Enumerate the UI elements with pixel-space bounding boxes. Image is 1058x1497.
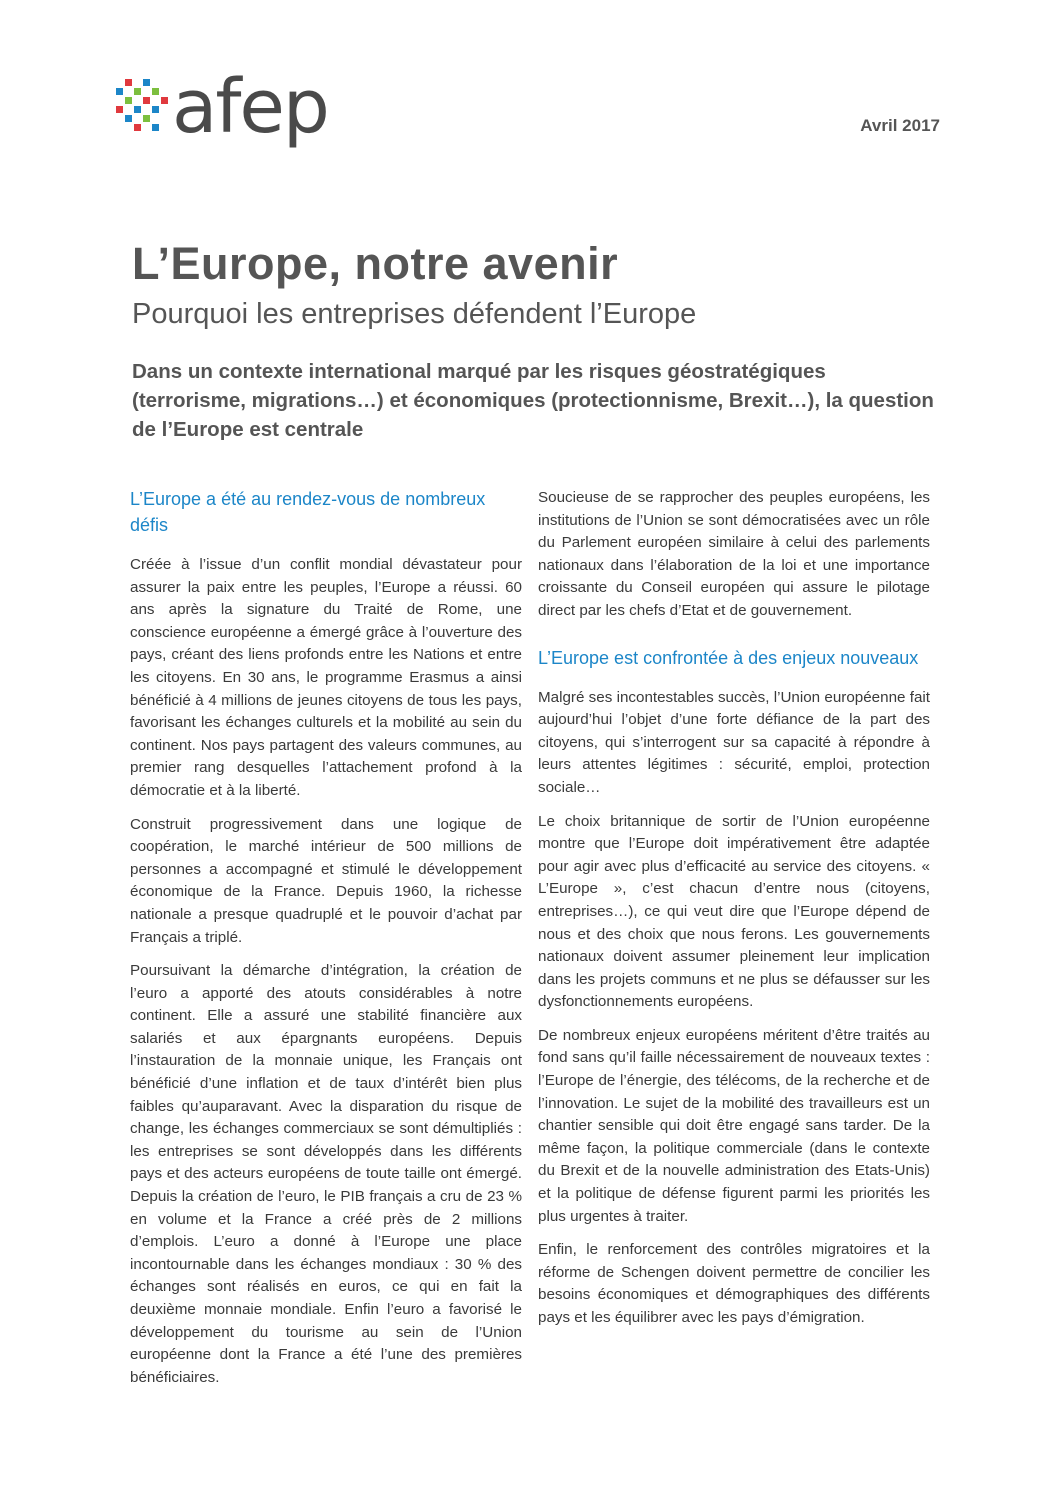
paragraph: Construit progressivement dans une logique de coopération, le marché intérieur de 500 millions de personnes a accompagné et stimulé le développement économique de la France. Depuis 1960, la richesse nationale a presque quadruplé et le pouvoir d’achat par Français a triplé. [130,815,522,946]
intro-text: Dans un contexte international marqué par les risques géostratégiques (terrorisme, migrations…) et économiques (protectionnisme, Brexit…), la question de l’Europe est centrale [132,360,934,441]
logo-mosaic-icon [116,70,176,140]
logo-wordmark: afep [172,64,328,150]
paragraph: Malgré ses incontestables succès, l’Union européenne fait aujourd’hui l’objet d’une forte défiance de la part des citoyens, qui s’interrogent sur sa capacité à répondre à leurs attentes légitimes : sécurité, emploi, protection sociale… [538,688,930,796]
page-subtitle: Pourquoi les entreprises défendent l’Europe [132,298,697,330]
paragraph: Soucieuse de se rapprocher des peuples européens, les institutions de l’Union se sont démocratisées avec un rôle du Parlement européen similaire à celui des parlements nationaux dans l’élaboration de la loi et une importance croissante du Conseil européen qui assure le pilotage direct par les chefs d’Etat et de gouvernement. [538,489,930,619]
paragraph: Enfin, le renforcement des contrôles migratoires et la réforme de Schengen doivent permettre de concilier les besoins économiques et démographiques des différents pays et les équilibrer avec les pays d’émigration. [538,1241,930,1326]
paragraph: Poursuivant la démarche d’intégration, la création de l’euro a apporté des atouts considérables à notre continent. Elle a assuré une stabilité financière aux salariés et aux épargnants européens. Depuis l’instauration de la monnaie unique, les Français ont bénéficié d’une inflation et de taux d’intérêt bien plus faibles qu’auparavant. Avec la disparation du risque de change, les échanges commerciaux se sont démultipliés : les entreprises se sont développés dans les différents pays et des acteurs européens de toute taille ont émergé. Depuis la création de l’euro, le PIB français a cru de 23 % en volume et la France a créé près de 2 millions d’emplois. L’euro a donné à l’Europe une place incontournable dans les échanges mondiaux : 30 % des échanges sont réalisés en euros, ce qui en fait la deuxième monnaie mondiale. Enfin l’euro a favorisé le développement du tourisme au sein de l’Union européenne dont la France a été l’une des premières bénéficiaires. [130,962,522,1386]
section-heading: L’Europe a été au rendez-vous de nombreux défis [130,489,486,535]
paragraph: De nombreux enjeux européens méritent d’être traités au fond sans qu’il faille nécessairement de nouveaux textes : l’Europe de l’énergie, des télécoms, de la recherche et de l’innovation. Le sujet de la mobilité des travailleurs est un chantier sensible qui doit être engagé sans tarder. De la même façon, la politique commerciale (dans le contexte du Brexit et de la nouvelle administration des Etats-Unis) et la politique de défense figurent parmi les priorités les plus urgentes à traiter. [538,1026,930,1225]
publication-date: Avril 2017 [860,116,940,135]
section-heading: L’Europe est confrontée à des enjeux nouveaux [538,647,919,668]
paragraph: Le choix britannique de sortir de l’Union européenne montre que l’Europe doit impérativement être adaptée pour agir avec plus d’efficacité au service des citoyens. « L’Europe », c’est chacun d’entre nous (citoyens, entreprises…), ce qui veut dire que l’Europe dépend de nous et des choix que nous ferons. Les gouvernements nationaux doivent assumer pleinement leur implication dans les projets communs et ne plus se défausser sur les dysfonctionnements européens. [538,812,930,1011]
right-column [538,487,930,1341]
afep-logo [116,64,356,160]
left-column [130,480,522,1400]
paragraph: Créée à l’issue d’un conflit mondial dévastateur pour assurer la paix entre les peuples, l’Europe a réussi. 60 ans après la signature du Traité de Rome, une conscience européenne a émergé grâce à l’ouverture des pays, créant des liens profonds entre les Nations et entre les citoyens. En 30 ans, le programme Erasmus a ainsi bénéficié à 4 millions de jeunes citoyens de tous les pays, favorisant les échanges culturels et la mobilité au sein du continent. Nos pays partagent des valeurs communes, au premier rang desquelles l’attachement profond à la démocratie et à la liberté. [130,556,522,799]
page-title: L’Europe, notre avenir [132,238,619,289]
